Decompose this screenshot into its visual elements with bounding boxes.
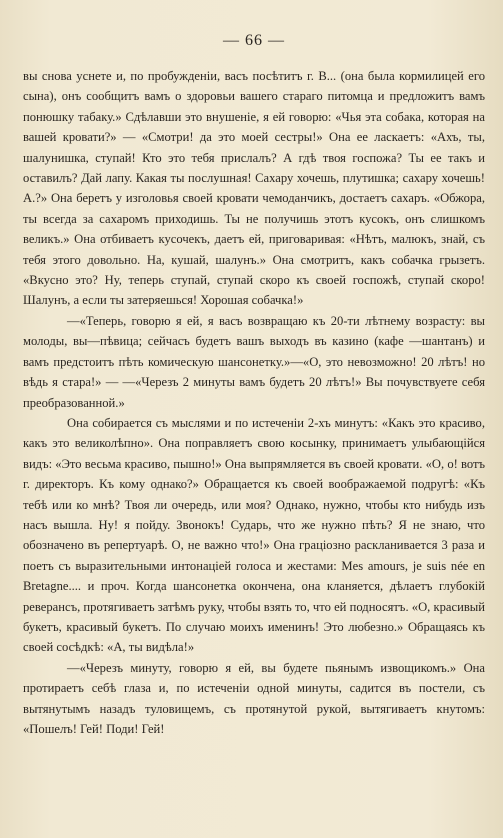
paragraph: —«Черезъ минуту, говорю я ей, вы будете пьянымъ извощикомъ.» Она протираетъ себѣ глаза и, по истеченіи одной минуты, садится въ постели, съ вытянутымъ назадъ туловищемъ, съ протянутой рукой, вытягиваетъ кнутомъ: «Пошелъ! Гей! Поди! Гей! bbox=[23, 660, 485, 736]
paragraph: —«Теперь, говорю я ей, я васъ возвращаю къ 20-ти лѣтнему возрасту: вы молоды, вы—пѣвица; сейчасъ будетъ вашъ выходъ въ казино (кафе —шантанъ) и вамъ предстоитъ пѣть комическую шансонетку.»—«О, это невозможно! 20 лѣтъ! но вѣдь я стара!» — —«Черезъ 2 минуты вамъ будетъ 20 лѣтъ!» Вы почувствуете себя преобразованной.» bbox=[23, 313, 485, 410]
body-text bbox=[23, 66, 485, 739]
page-number: — 66 — bbox=[223, 32, 285, 49]
paragraph: Она собирается съ мыслями и по истеченіи 2-хъ минутъ: «Какъ это красиво, какъ это великолѣпно». Она поправляетъ свою косынку, принимаетъ улыбающійся видъ: «Это весьма красиво, пышно!» Она выпрямляется въ своей кровати. «О, о! вотъ г. директоръ. Къ кому однако?» Обращается къ своей воображаемой подругѣ: «Къ тебѣ или ко мнѣ? Твоя ли очередь, или моя? Однако, нужно, чтобы кто нибудь изъ насъ вышла. Ну! я пойду. Звонокъ! Сударь, что же нужно пѣть? Я не знаю, что обозначено въ репертуарѣ. О, не важно что!» Она граціозно раскланивается 3 раза и поетъ съ выразительными интонаціей голоса и жестами: Mes amours, je suis née en Bretagne.... и проч. Когда шансонетка окончена, она кланяется, дѣлаетъ глубокій реверансъ, протягиваетъ затѣмъ руку, чтобы взять то, что ей подносятъ. «О, красивый букетъ, красивый букетъ. По случаю моихъ именинъ! Это любезно.» Обращаясь къ своей сосѣдкѣ: «А, ты видѣла!» bbox=[23, 415, 485, 655]
paragraph: вы снова уснете и, по пробужденіи, васъ посѣтитъ г. В... (она была кормилицей его сына), онъ сообщитъ вамъ о здоровьи вашего стараго питомца и предложитъ вамъ понюшку табаку.» Сдѣлавши это внушеніе, я ей говорю: «Чья эта собака, которая на вашей кровати?» — «Смотри! да это моей сестры!» Она ее ласкаетъ: «Ахъ, ты, шалунишка, ступай! Кто это тебя прислалъ? А гдѣ твоя госпожа? Ты ее такъ и оставилъ? Дай лапу. Какая ты послушная! Сахару хочешь, плутишка; сахару хочешь! А.?» Она беретъ у изголовья своей кровати чемоданчикъ, достаетъ сахаръ. «Обжора, ты всегда за сахаромъ приходишь. Ты не получишь этотъ кусокъ, онъ слишкомъ великъ.» Она отбиваетъ кусочекъ, даетъ ей, приговаривая: «Нѣтъ, малюкъ, знай, съ тебя этого довольно. На, кушай, шалунъ.» Она смотритъ, какъ собачка грызетъ. «Вкусно это? Ну, теперь ступай, ступай скоро къ своей госпожѣ, ступай скоро! Шалунъ, а если ты затеряешься! Хорошая собачка!» bbox=[23, 69, 485, 308]
